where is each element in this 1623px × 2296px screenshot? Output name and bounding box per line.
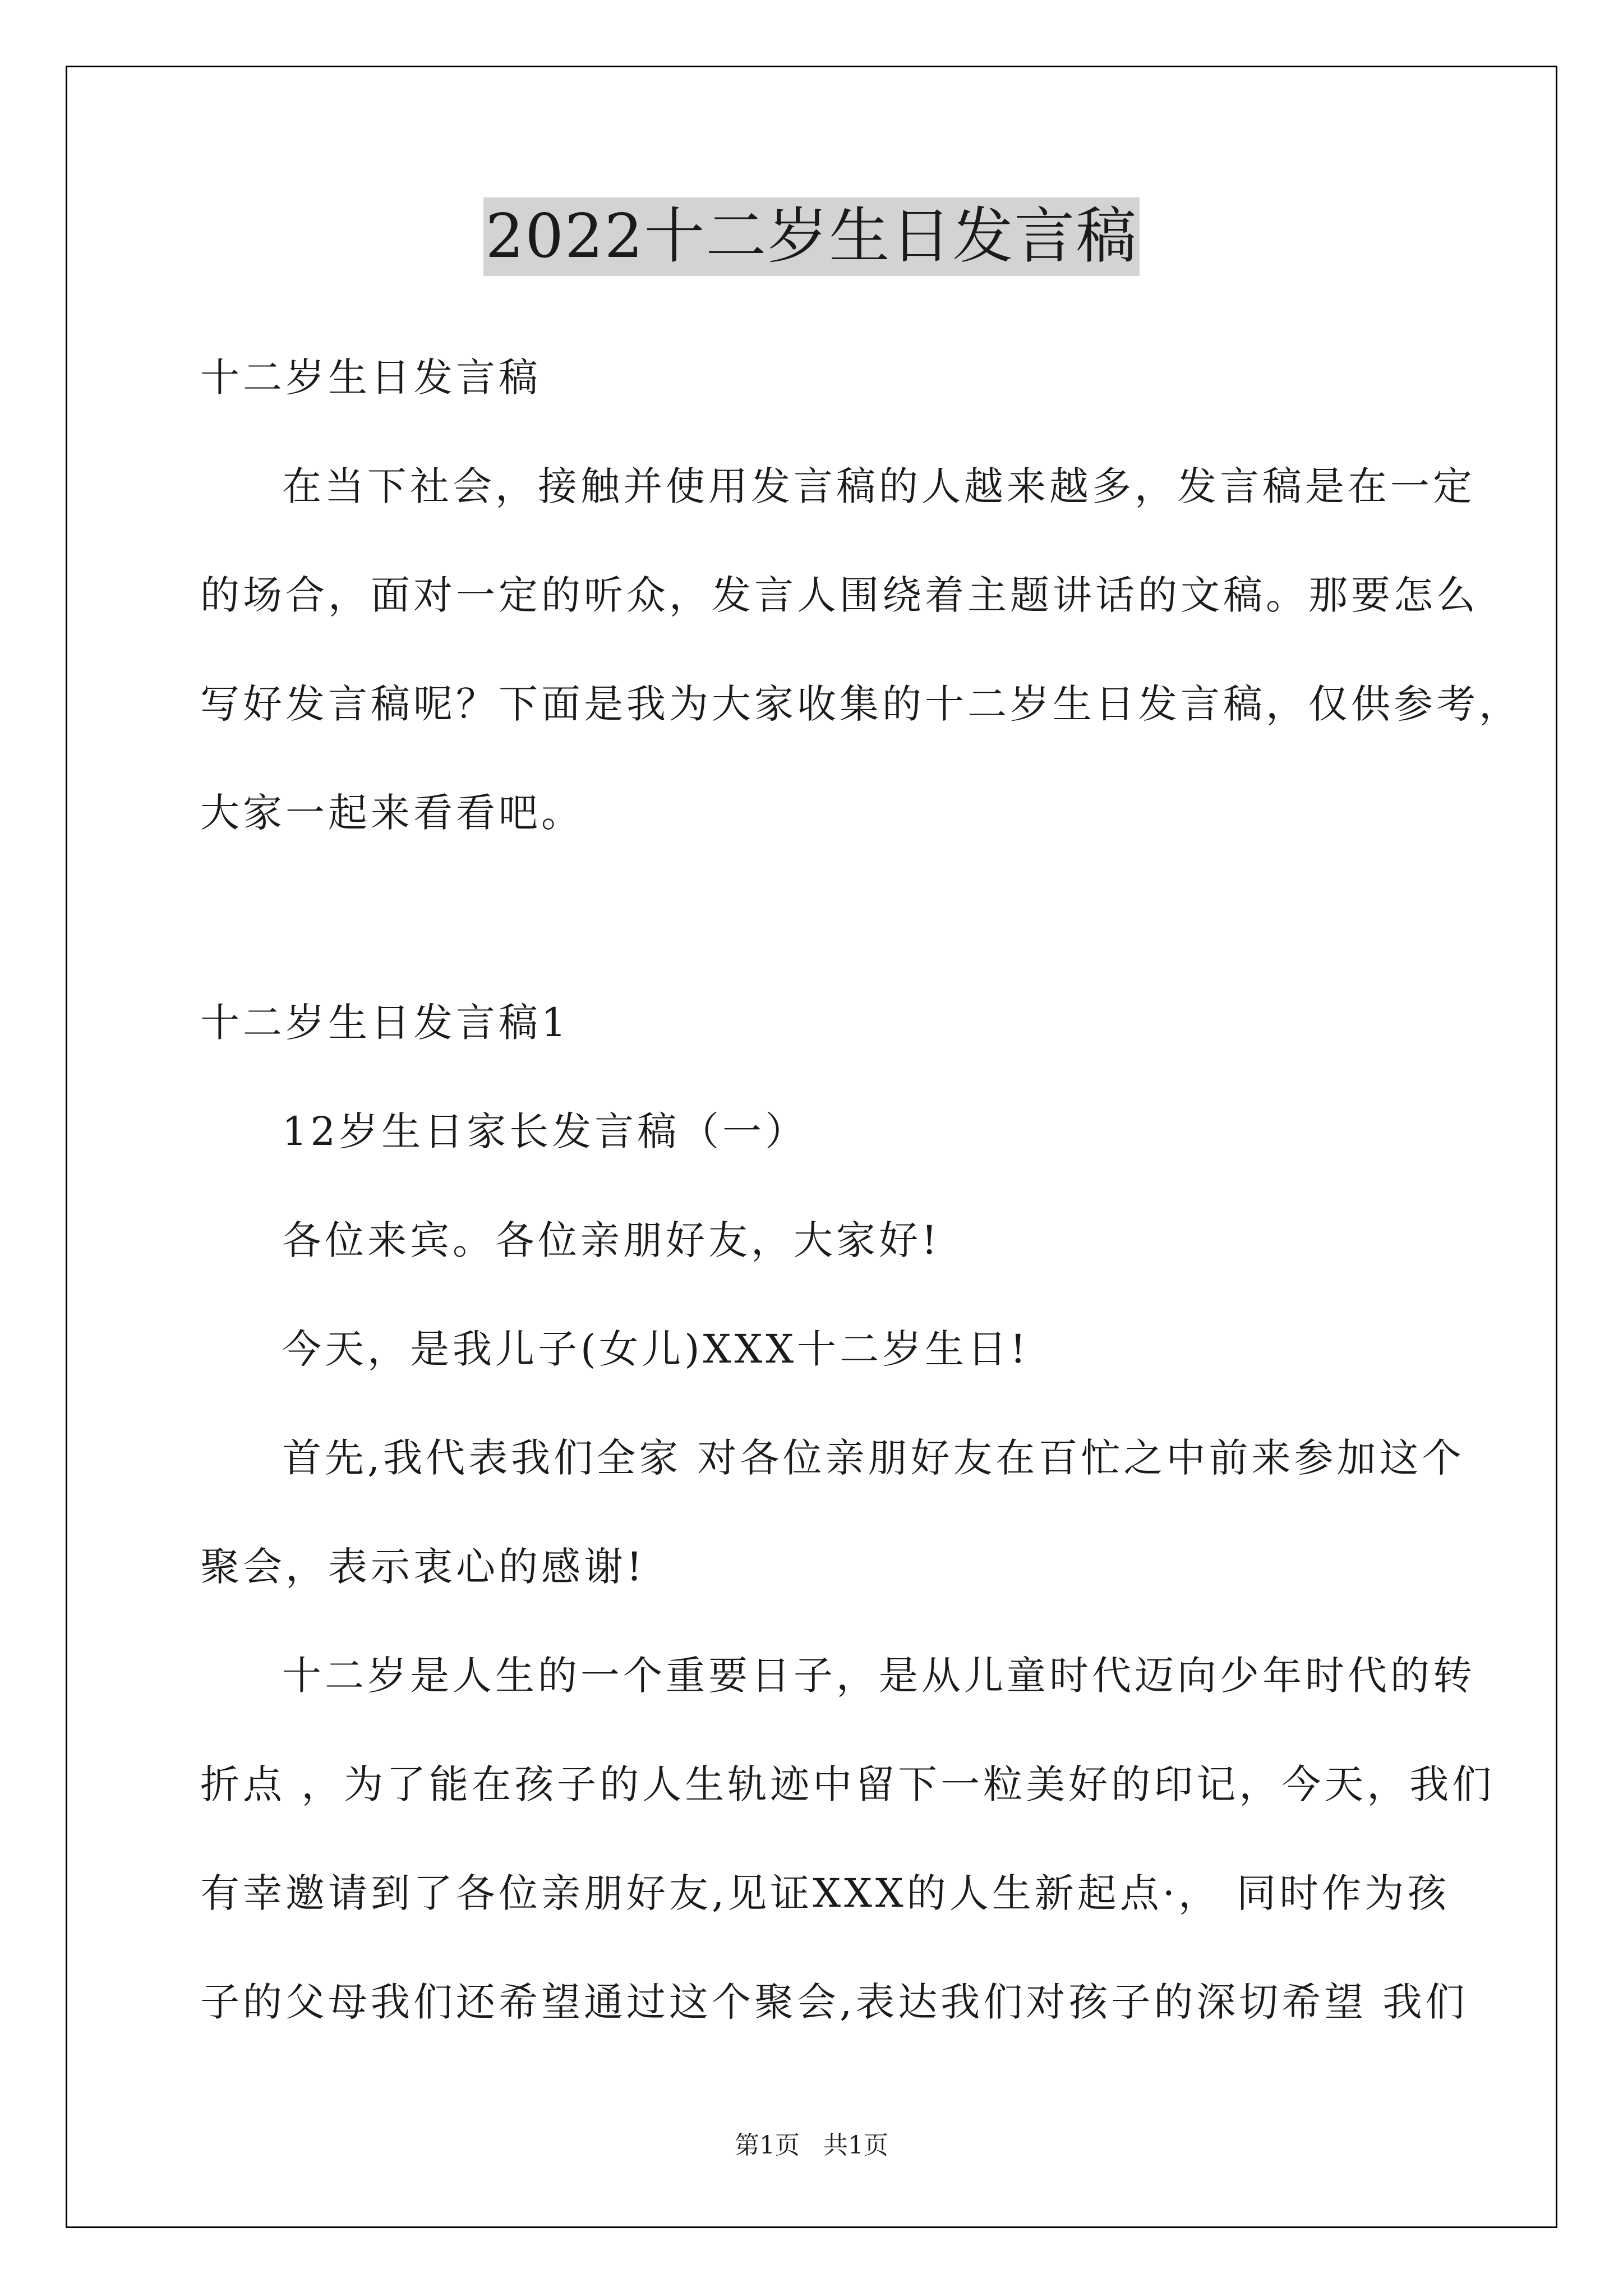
page-number: 第1页 共1页	[735, 2131, 888, 2160]
paragraph-line: 在当下社会，接触并使用发言稿的人越来越多，发言稿是在一定	[282, 463, 1476, 509]
paragraph-line: 大家一起来看看吧。	[200, 790, 584, 836]
paragraph-line: 各位来宾。各位亲朋好友，大家好!	[282, 1217, 941, 1263]
paragraph-line: 12岁生日家长发言稿（一）	[282, 1108, 808, 1154]
paragraph-line: 聚会，表示衷心的感谢!	[200, 1544, 646, 1590]
title-container	[0, 197, 1623, 276]
section-heading: 十二岁生日发言稿1	[200, 1000, 570, 1046]
page-footer	[0, 2129, 1623, 2162]
paragraph-line: 折点 ，为了能在孩子的人生轨迹中留下一粒美好的印记，今天，我们	[200, 1761, 1495, 1807]
paragraph-line: 首先,我代表我们全家 对各位亲朋好友在百忙之中前来参加这个	[282, 1435, 1465, 1481]
paragraph-line: 的场合，面对一定的听众，发言人围绕着主题讲话的文稿。那要怎么	[200, 572, 1479, 618]
paragraph-line: 子的父母我们还希望通过这个聚会,表达我们对孩子的深切希望 我们	[200, 1979, 1468, 2025]
paragraph-line: 有幸邀请到了各位亲朋好友,见证XXX的人生新起点·， 同时作为孩	[200, 1870, 1450, 1916]
document-title: 2022十二岁生日发言稿	[483, 197, 1140, 276]
paragraph-line: 今天，是我儿子(女儿)XXX十二岁生日!	[282, 1326, 1030, 1372]
paragraph-line: 十二岁是人生的一个重要日子，是从儿童时代迈向少年时代的转	[282, 1653, 1476, 1699]
subtitle-line: 十二岁生日发言稿	[200, 355, 541, 401]
paragraph-line: 写好发言稿呢？下面是我为大家收集的十二岁生日发言稿，仅供参考，	[200, 681, 1521, 727]
